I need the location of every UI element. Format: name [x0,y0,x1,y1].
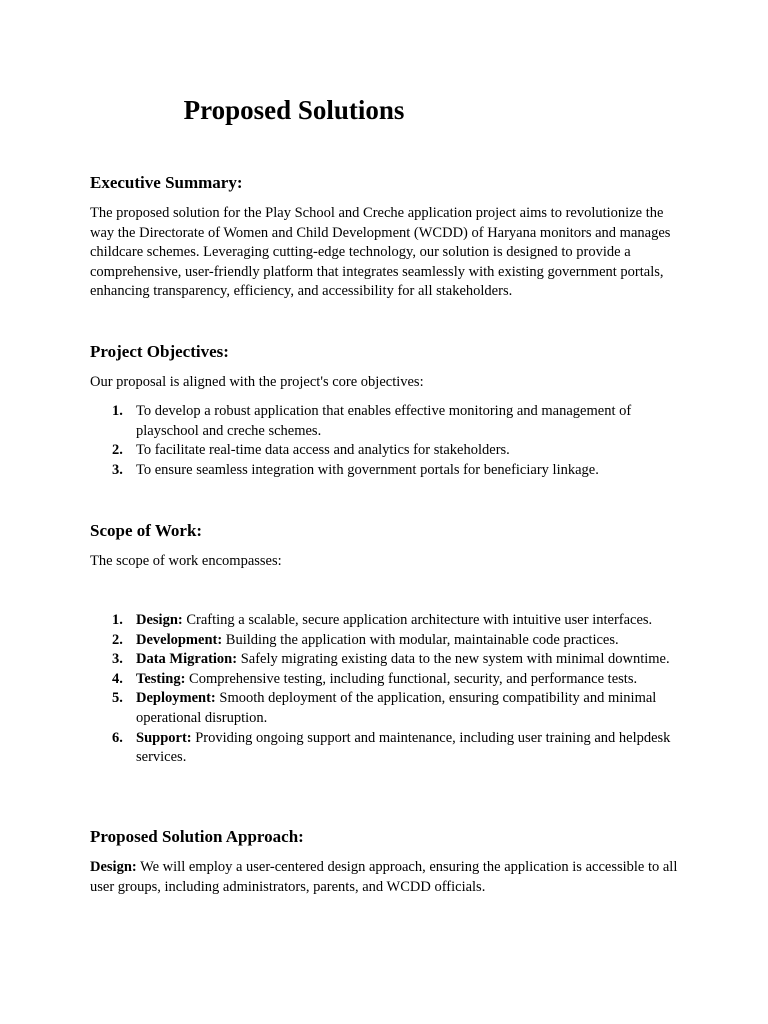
list-item-text: Comprehensive testing, including functional, security, and performance tests. [185,670,638,687]
list-item [90,650,682,670]
list-item-text: Building the application with modular, maintainable code practices. [222,631,619,648]
list-item-text: Providing ongoing support and maintenance, including user training and helpdesk services. [136,729,671,766]
list-item-text: Smooth deployment of the application, ensuring compatibility and minimal operational disruption. [136,690,657,726]
list-item-label: Testing: [136,670,186,687]
list-item-text: To ensure seamless integration with government portals for beneficiary linkage. [136,461,599,478]
list-item [90,670,682,690]
list-item [90,689,682,728]
design-label: Design: [90,859,137,875]
list-number: 4. [112,670,123,687]
list-number: 5. [112,690,123,707]
scope-of-work-intro: The scope of work encompasses: [90,553,282,569]
list-item [90,729,682,768]
list-number: 2. [112,631,123,648]
list-item [90,631,682,651]
scope-of-work-list [90,611,682,768]
list-item [90,402,682,441]
executive-summary-paragraph: The proposed solution for the Play School and Creche application project aims to revolutionize the way the Directorate of Women and Child Development (WCDD) of Haryana monitors and manages childcare schemes. Leveraging cutting-edge technology, our solution is designed to provide a comprehensive, user-friendly platform that integrates seamlessly with existing government portals, enhancing transparency, efficiency, and accessibility for all stakeholders. [90,205,671,300]
list-item-text: Safely migrating existing data to the new system with minimal downtime. [237,651,670,668]
project-objectives-heading: Project Objectives: [90,342,229,361]
list-item-label: Development: [136,631,223,648]
list-item-label: Data Migration: [136,651,238,668]
scope-of-work-heading: Scope of Work: [90,521,203,540]
list-number: 2. [112,442,123,459]
solution-approach-heading: Proposed Solution Approach: [90,827,304,846]
list-number: 6. [112,729,123,746]
list-item-label: Deployment: [136,690,216,707]
executive-summary-heading: Executive Summary: [90,173,243,192]
list-item [90,461,682,481]
project-objectives-list [90,402,682,480]
solution-approach-paragraph [90,858,682,897]
list-number: 3. [112,651,123,668]
page-title: Proposed Solutions [183,95,405,125]
list-item-text: Crafting a scalable, secure application architecture with intuitive user interfaces. [182,612,653,628]
list-item [90,611,682,631]
list-item-label: Support: [136,729,192,746]
list-item [90,441,682,461]
list-item-text: To facilitate real-time data access and analytics for stakeholders. [136,442,510,459]
list-item-label: Design: [136,612,183,628]
list-number: 1. [112,403,123,419]
list-number: 3. [112,461,123,478]
project-objectives-intro: Our proposal is aligned with the project's core objectives: [90,374,424,390]
list-number: 1. [112,612,123,628]
list-item-text: To develop a robust application that enables effective monitoring and management of playschool and creche schemes. [136,403,632,439]
design-text: We will employ a user-centered design approach, ensuring the application is accessible to all user groups, including administrators, parents, and WCDD officials. [90,859,678,895]
